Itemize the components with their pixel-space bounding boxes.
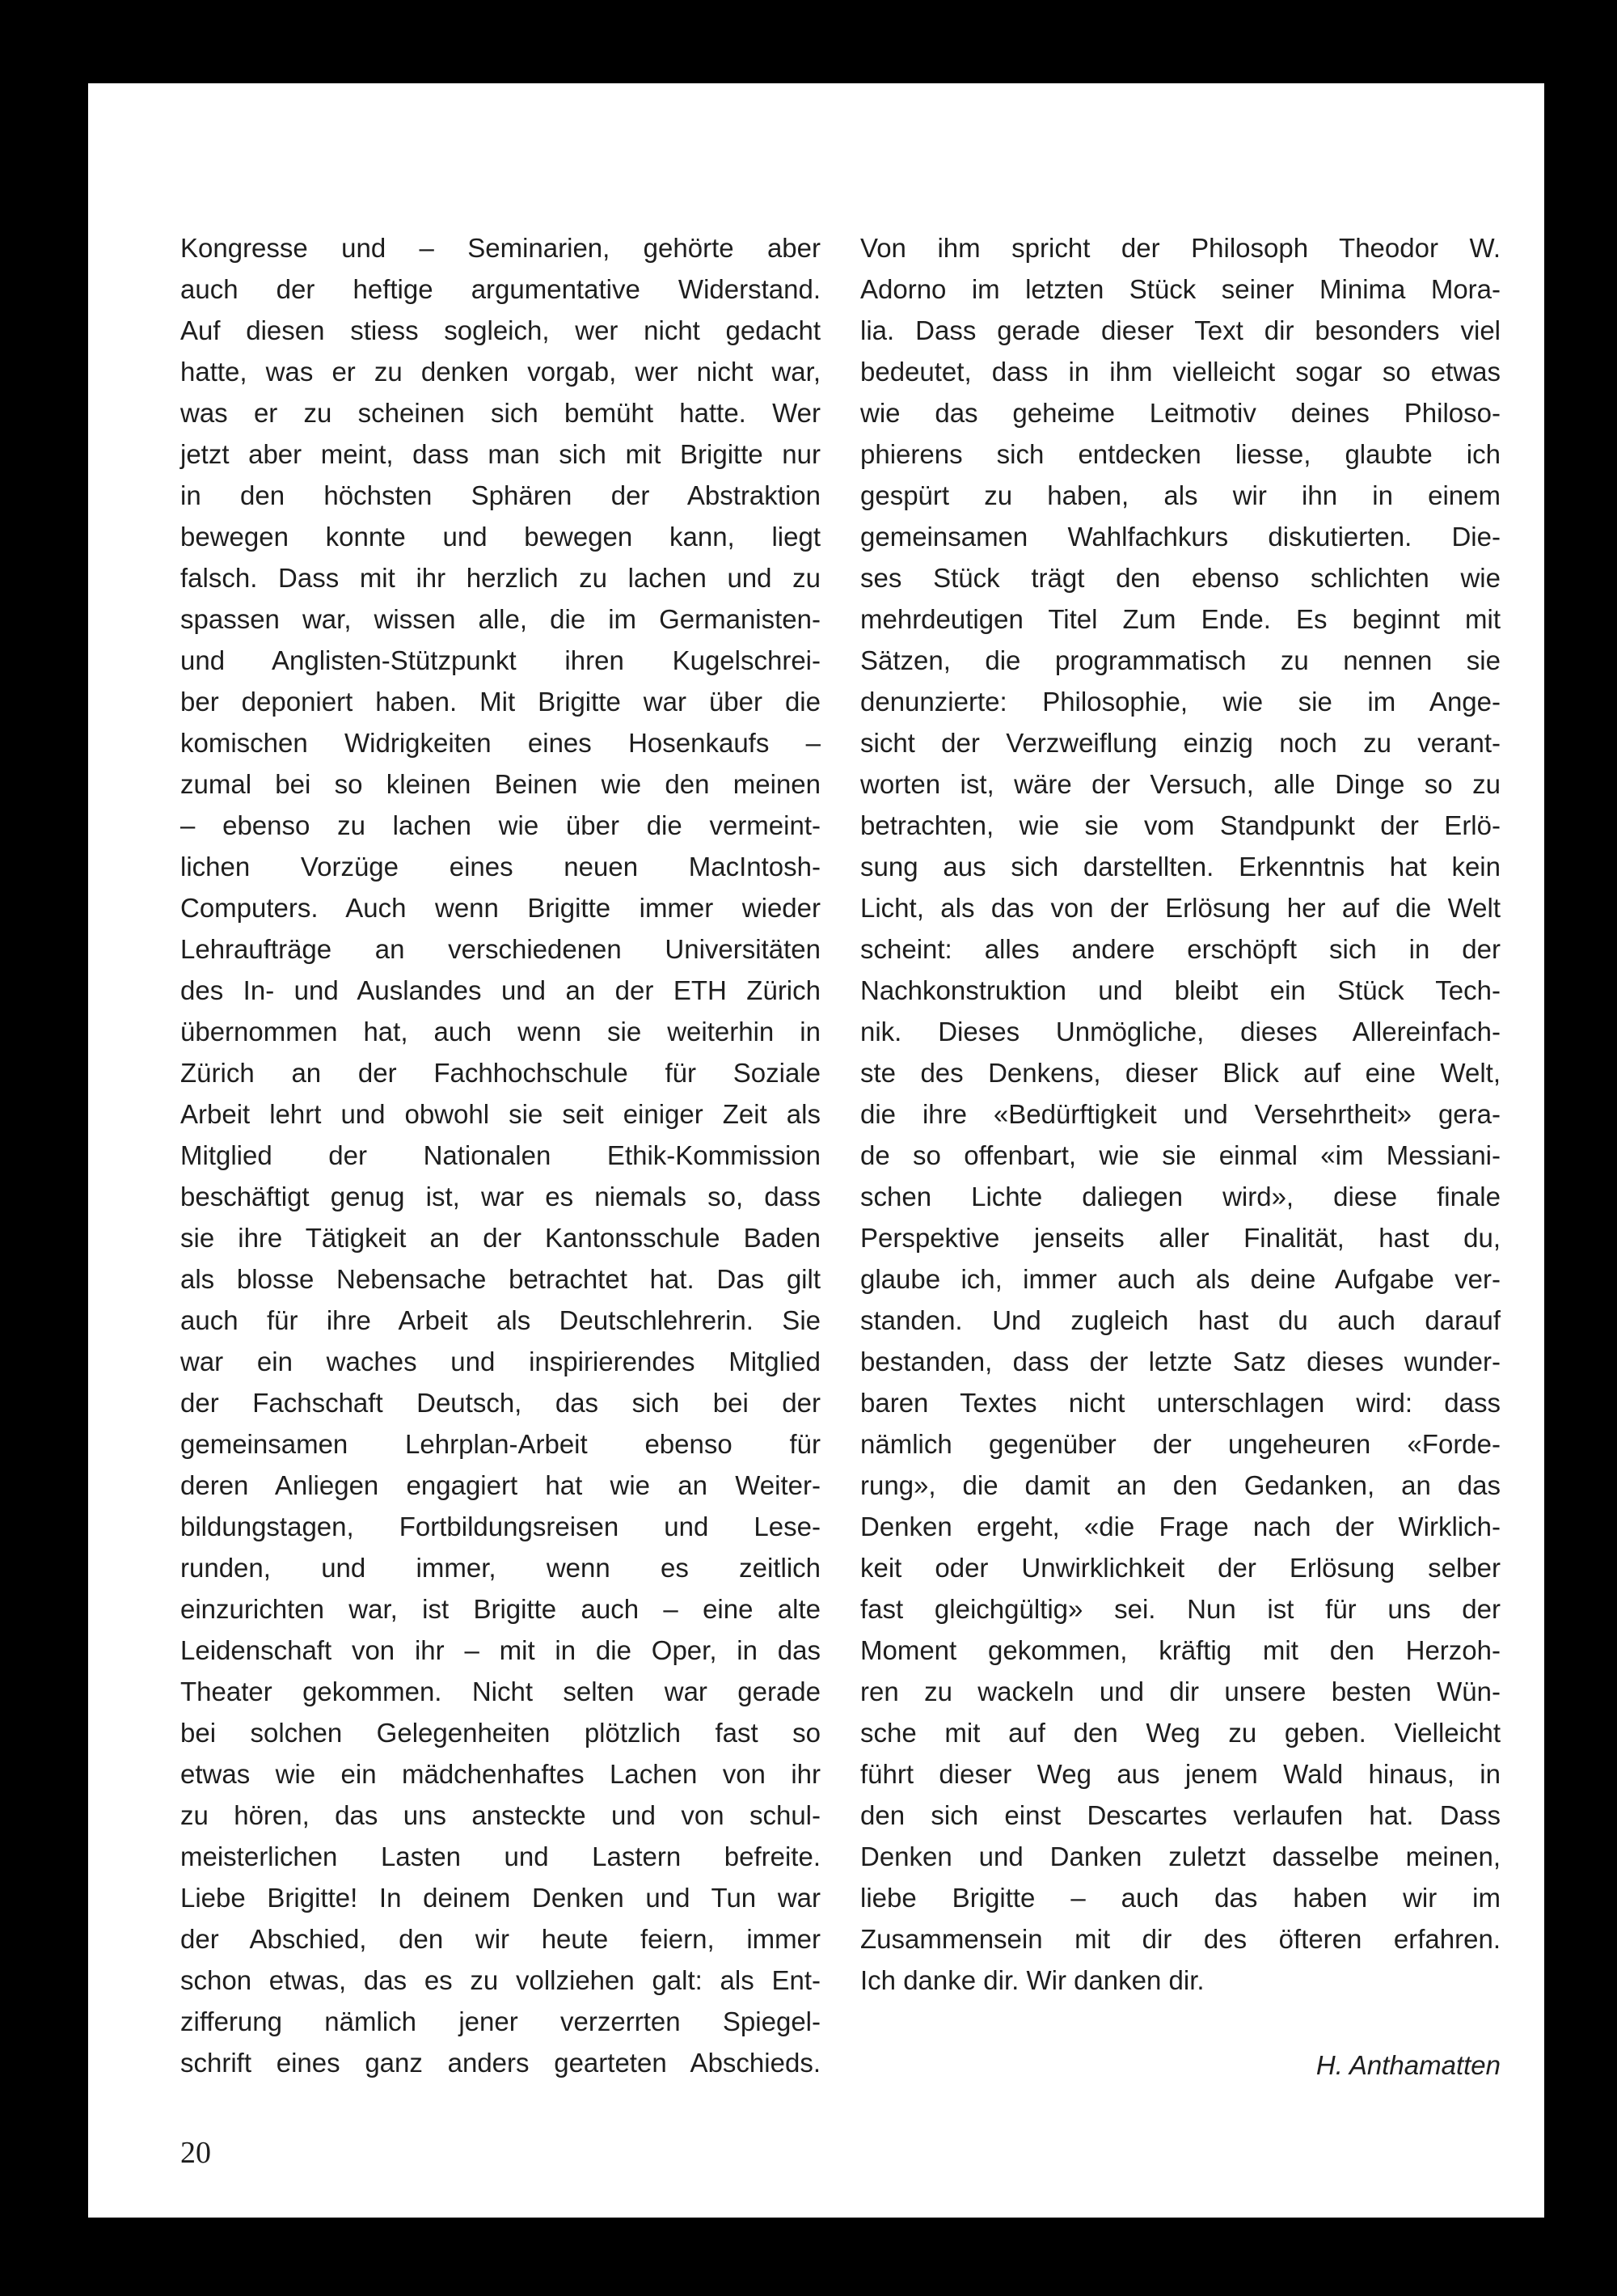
text-line: sche mit auf den Weg zu geben. Vielleicht [860, 1718, 1501, 1748]
left-text-column [180, 227, 821, 2083]
text-line: Perspektive jenseits aller Finalität, hast du, [860, 1223, 1501, 1253]
text-line: denunzierte: Philosophie, wie sie im Ange- [860, 687, 1501, 717]
text-line: Theater gekommen. Nicht selten war gerade [180, 1677, 821, 1706]
text-line: lia. Dass gerade dieser Text dir besonders viel [860, 315, 1501, 345]
text-line: Auf diesen stiess sogleich, wer nicht gedacht [180, 315, 821, 345]
text-line: bildungstagen, Fortbildungsreisen und Lese- [180, 1512, 821, 1541]
text-line: Nachkonstruktion und bleibt ein Stück Tech- [860, 975, 1501, 1005]
text-line: phierens sich entdecken liesse, glaubte ich [860, 439, 1501, 469]
text-line: übernommen hat, auch wenn sie weiterhin in [180, 1017, 821, 1047]
text-line: de so offenbart, wie sie einmal «im Messiani- [860, 1140, 1501, 1170]
text-line: – ebenso zu lachen wie über die vermeint- [180, 810, 821, 840]
text-line: zu hören, das uns ansteckte und von schul- [180, 1800, 821, 1830]
text-line: bewegen konnte und bewegen kann, liegt [180, 522, 821, 552]
text-line: in den höchsten Sphären der Abstraktion [180, 480, 821, 510]
text-line: baren Textes nicht unterschlagen wird: dass [860, 1388, 1501, 1418]
text-line: Liebe Brigitte! In deinem Denken und Tun war [180, 1883, 821, 1913]
text-line: betrachten, wie sie vom Standpunkt der Erlö- [860, 810, 1501, 840]
text-line: als blosse Nebensache betrachtet hat. Das gilt [180, 1264, 821, 1294]
text-line: Mitglied der Nationalen Ethik-Kommission [180, 1140, 821, 1170]
text-line: Computers. Auch wenn Brigitte immer wieder [180, 893, 821, 923]
text-line: war ein waches und inspirierendes Mitglied [180, 1347, 821, 1376]
text-line: Leidenschaft von ihr – mit in die Oper, in das [180, 1635, 821, 1665]
text-line: rung», die damit an den Gedanken, an das [860, 1470, 1501, 1500]
text-line: bedeutet, dass in ihm vielleicht sogar so etwas [860, 357, 1501, 387]
text-line: ses Stück trägt den ebenso schlichten wie [860, 563, 1501, 593]
text-line: bei solchen Gelegenheiten plötzlich fast so [180, 1718, 821, 1748]
text-line: meisterlichen Lasten und Lastern befreite. [180, 1841, 821, 1871]
text-line: sung aus sich darstellten. Erkenntnis hat kein [860, 852, 1501, 882]
text-line: gemeinsamen Lehrplan-Arbeit ebenso für [180, 1429, 821, 1459]
text-line: bestanden, dass der letzte Satz dieses wunder- [860, 1347, 1501, 1376]
text-line: standen. Und zugleich hast du auch darauf [860, 1305, 1501, 1335]
text-line: Denken und Danken zuletzt dasselbe meinen, [860, 1841, 1501, 1871]
author-signature: H. Anthamatten [1315, 2050, 1501, 2080]
text-line: liebe Brigitte – auch das haben wir im [860, 1883, 1501, 1913]
text-line: sicht der Verzweiflung einzig noch zu verant- [860, 728, 1501, 758]
text-line: auch der heftige argumentative Widerstand. [180, 274, 821, 304]
text-line: falsch. Dass mit ihr herzlich zu lachen und zu [180, 563, 821, 593]
text-line: ste des Denkens, dieser Blick auf eine Welt, [860, 1058, 1501, 1088]
text-line: die ihre «Bedürftigkeit und Versehrtheit» gera- [860, 1099, 1501, 1129]
text-line: Lehraufträge an verschiedenen Universitäten [180, 934, 821, 964]
text-line: spassen war, wissen alle, die im Germanisten- [180, 604, 821, 634]
text-line: des In- und Auslandes und an der ETH Zürich [180, 975, 821, 1005]
text-line: wie das geheime Leitmotiv deines Philoso- [860, 398, 1501, 428]
page-number: 20 [180, 2136, 211, 2170]
text-line: keit oder Unwirklichkeit der Erlösung selber [860, 1553, 1501, 1583]
text-line: worten ist, wäre der Versuch, alle Dinge so zu [860, 769, 1501, 799]
right-text-column [860, 227, 1501, 2001]
text-line: einzurichten war, ist Brigitte auch – eine alte [180, 1594, 821, 1624]
document-page [88, 83, 1544, 2218]
text-line: Sätzen, die programmatisch zu nennen sie [860, 645, 1501, 675]
text-line: etwas wie ein mädchenhaftes Lachen von ihr [180, 1759, 821, 1789]
text-line: glaube ich, immer auch als deine Aufgabe ver- [860, 1264, 1501, 1294]
text-line: Ich danke dir. Wir danken dir. [860, 1965, 1205, 1995]
text-line: gemeinsamen Wahlfachkurs diskutierten. Die- [860, 522, 1501, 552]
text-line: zifferung nämlich jener verzerrten Spiegel- [180, 2006, 821, 2036]
text-line: Kongresse und – Seminarien, gehörte aber [180, 233, 821, 263]
text-line: der Abschied, den wir heute feiern, immer [180, 1924, 821, 1954]
text-line: sie ihre Tätigkeit an der Kantonsschule Baden [180, 1223, 821, 1253]
text-line: runden, und immer, wenn es zeitlich [180, 1553, 821, 1583]
text-line: deren Anliegen engagiert hat wie an Weiter- [180, 1470, 821, 1500]
text-line: ren zu wackeln und dir unsere besten Wün- [860, 1677, 1501, 1706]
text-line: Zürich an der Fachhochschule für Soziale [180, 1058, 821, 1088]
text-line: komischen Widrigkeiten eines Hosenkaufs – [180, 728, 821, 758]
text-line: führt dieser Weg aus jenem Wald hinaus, in [860, 1759, 1501, 1789]
text-line: Von ihm spricht der Philosoph Theodor W. [860, 233, 1501, 263]
text-line: Zusammensein mit dir des öfteren erfahren. [860, 1924, 1501, 1954]
text-line: Arbeit lehrt und obwohl sie seit einiger Zeit als [180, 1099, 821, 1129]
text-line: Denken ergeht, «die Frage nach der Wirklich- [860, 1512, 1501, 1541]
text-line: auch für ihre Arbeit als Deutschlehrerin. Sie [180, 1305, 821, 1335]
text-line: schen Lichte daliegen wird», diese finale [860, 1182, 1501, 1211]
text-line: Moment gekommen, kräftig mit den Herzoh- [860, 1635, 1501, 1665]
text-line: lichen Vorzüge eines neuen MacIntosh- [180, 852, 821, 882]
text-line: und Anglisten-Stützpunkt ihren Kugelschrei- [180, 645, 821, 675]
text-line: beschäftigt genug ist, war es niemals so, dass [180, 1182, 821, 1211]
text-line: Licht, als das von der Erlösung her auf die Welt [860, 893, 1501, 923]
text-line: was er zu scheinen sich bemüht hatte. Wer [180, 398, 821, 428]
text-line: zumal bei so kleinen Beinen wie den meinen [180, 769, 821, 799]
text-line: der Fachschaft Deutsch, das sich bei der [180, 1388, 821, 1418]
text-line: scheint: alles andere erschöpft sich in der [860, 934, 1501, 964]
text-line: schon etwas, das es zu vollziehen galt: als Ent- [180, 1965, 821, 1995]
text-line: mehrdeutigen Titel Zum Ende. Es beginnt mit [860, 604, 1501, 634]
text-line: ber deponiert haben. Mit Brigitte war über die [180, 687, 821, 717]
text-line: nik. Dieses Unmögliche, dieses Allereinfach- [860, 1017, 1501, 1047]
text-line: Adorno im letzten Stück seiner Minima Mora- [860, 274, 1501, 304]
text-line: jetzt aber meint, dass man sich mit Brigitte nur [180, 439, 821, 469]
text-line: gespürt zu haben, als wir ihn in einem [860, 480, 1501, 510]
text-line: hatte, was er zu denken vorgab, wer nicht war, [180, 357, 821, 387]
text-line: nämlich gegenüber der ungeheuren «Forde- [860, 1429, 1501, 1459]
text-line: fast gleichgültig» sei. Nun ist für uns der [860, 1594, 1501, 1624]
text-line: schrift eines ganz anders gearteten Abschieds. [180, 2048, 821, 2078]
text-line: den sich einst Descartes verlaufen hat. Dass [860, 1800, 1501, 1830]
